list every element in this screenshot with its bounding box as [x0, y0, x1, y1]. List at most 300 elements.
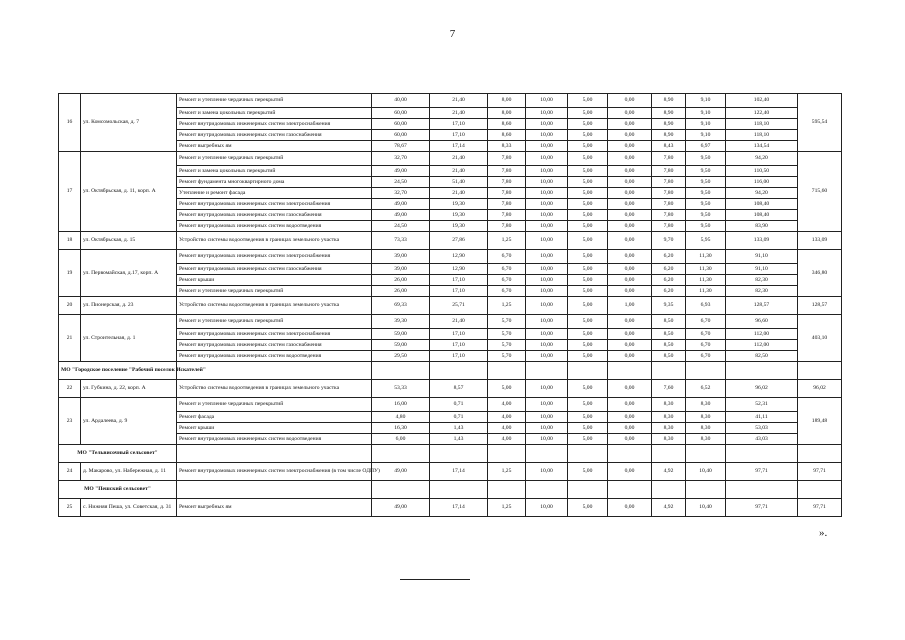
work-type-cell: Ремонт выгребных ям	[177, 499, 372, 517]
value-cell: 91,10	[726, 250, 798, 264]
empty-cell	[652, 481, 686, 499]
house-total-cell: 595,54	[798, 94, 842, 152]
work-type-cell: Ремонт и утепление чердачных перекрытий	[177, 315, 372, 329]
address-cell: д. Макарово, ул. Набережная, д. 11	[81, 463, 177, 481]
value-cell: 0,00	[608, 398, 652, 412]
work-type-cell: Ремонт внутридомовых инженерных систем электроснабжения	[177, 329, 372, 340]
row-number: 24	[59, 463, 81, 481]
value-cell: 52,31	[726, 398, 798, 412]
value-cell: 0,00	[608, 250, 652, 264]
value-cell: 0,00	[608, 423, 652, 434]
value-cell: 6,70	[686, 315, 726, 329]
value-cell: 10,00	[526, 398, 568, 412]
table-row	[59, 275, 842, 286]
value-cell: 5,95	[686, 232, 726, 250]
value-cell: 6,70	[686, 351, 726, 362]
value-cell: 91,10	[726, 264, 798, 275]
house-total-cell: 403,10	[798, 315, 842, 362]
value-cell: 10,00	[526, 250, 568, 264]
table-row	[59, 412, 842, 423]
row-number: 16	[59, 94, 81, 152]
value-cell: 5,70	[488, 340, 526, 351]
table-row	[59, 119, 842, 130]
value-cell: 0,71	[430, 412, 488, 423]
value-cell: 10,00	[526, 329, 568, 340]
value-cell: 5,00	[568, 351, 608, 362]
value-cell: 19,30	[430, 210, 488, 221]
value-cell: 0,00	[608, 315, 652, 329]
empty-cell	[488, 445, 526, 463]
value-cell: 32,70	[372, 188, 430, 199]
value-cell: 21,40	[430, 94, 488, 108]
value-cell: 0,71	[430, 398, 488, 412]
value-cell: 6,97	[686, 141, 726, 152]
value-cell: 78,67	[372, 141, 430, 152]
value-cell: 0,00	[608, 340, 652, 351]
value-cell: 6,70	[488, 264, 526, 275]
value-cell: 59,00	[372, 340, 430, 351]
value-cell: 9,50	[686, 199, 726, 210]
value-cell: 7,80	[488, 177, 526, 188]
value-cell: 10,00	[526, 286, 568, 297]
value-cell: 39,30	[372, 315, 430, 329]
value-cell: 8,33	[488, 141, 526, 152]
empty-cell	[726, 481, 798, 499]
value-cell: 10,00	[526, 351, 568, 362]
value-cell: 9,50	[686, 188, 726, 199]
value-cell: 69,33	[372, 297, 430, 315]
empty-cell	[430, 481, 488, 499]
value-cell: 5,00	[568, 188, 608, 199]
value-cell: 112,00	[726, 340, 798, 351]
value-cell: 83,90	[726, 221, 798, 232]
value-cell: 5,00	[568, 297, 608, 315]
value-cell: 6,70	[686, 329, 726, 340]
value-cell: 26,00	[372, 275, 430, 286]
value-cell: 0,00	[608, 199, 652, 210]
address-cell: с. Нижняя Пеша, ул. Советская, д. 31	[81, 499, 177, 517]
table-row	[59, 297, 842, 315]
value-cell: 6,70	[488, 286, 526, 297]
value-cell: 8,60	[488, 130, 526, 141]
value-cell: 5,00	[568, 232, 608, 250]
value-cell: 32,70	[372, 152, 430, 166]
value-cell: 6,52	[686, 380, 726, 398]
value-cell: 9,10	[686, 130, 726, 141]
value-cell: 10,00	[526, 380, 568, 398]
value-cell: 5,00	[568, 250, 608, 264]
value-cell: 10,00	[526, 141, 568, 152]
table-row	[59, 351, 842, 362]
table-row	[59, 108, 842, 119]
value-cell: 0,00	[608, 264, 652, 275]
page-number: 7	[449, 28, 456, 40]
table-row	[59, 340, 842, 351]
works-table	[58, 93, 842, 517]
value-cell: 1,25	[488, 232, 526, 250]
house-total-cell: 96,02	[798, 380, 842, 398]
value-cell: 97,71	[726, 499, 798, 517]
value-cell: 5,00	[568, 108, 608, 119]
value-cell: 8,50	[652, 340, 686, 351]
value-cell: 17,10	[430, 340, 488, 351]
value-cell: 10,00	[526, 463, 568, 481]
value-cell: 10,00	[526, 275, 568, 286]
value-cell: 1,25	[488, 499, 526, 517]
value-cell: 4,92	[652, 499, 686, 517]
value-cell: 21,40	[430, 166, 488, 177]
value-cell: 19,30	[430, 199, 488, 210]
value-cell: 40,00	[372, 94, 430, 108]
value-cell: 5,00	[568, 380, 608, 398]
value-cell: 8,43	[652, 141, 686, 152]
value-cell: 12,90	[430, 250, 488, 264]
value-cell: 82,50	[726, 351, 798, 362]
value-cell: 4,00	[488, 398, 526, 412]
value-cell: 10,00	[526, 177, 568, 188]
group-label: МО "Тельвисочный сельсовет"	[59, 445, 177, 463]
closing-quote: ».	[819, 527, 828, 539]
value-cell: 43,03	[726, 434, 798, 445]
group-row	[59, 445, 842, 463]
value-cell: 17,10	[430, 275, 488, 286]
value-cell: 60,00	[372, 130, 430, 141]
value-cell: 5,00	[568, 398, 608, 412]
group-label: МО "Городское поселение "Рабочий поселок Искателей"	[59, 362, 177, 380]
value-cell: 29,50	[372, 351, 430, 362]
value-cell: 10,00	[526, 264, 568, 275]
empty-cell	[526, 445, 568, 463]
empty-cell	[726, 362, 798, 380]
address-cell: ул. Октябрьская, д. 11, корп. А	[81, 152, 177, 232]
work-type-cell: Устройство системы водоотведения в границах земельного участка	[177, 232, 372, 250]
value-cell: 5,00	[568, 463, 608, 481]
value-cell: 0,00	[608, 351, 652, 362]
work-type-cell: Ремонт крыши	[177, 423, 372, 434]
value-cell: 0,00	[608, 130, 652, 141]
value-cell: 17,10	[430, 119, 488, 130]
address-cell: ул. Комсомольская, д. 7	[81, 94, 177, 152]
value-cell: 8,50	[652, 315, 686, 329]
value-cell: 0,00	[608, 463, 652, 481]
value-cell: 133,09	[726, 232, 798, 250]
value-cell: 5,00	[568, 152, 608, 166]
value-cell: 10,00	[526, 119, 568, 130]
table-row	[59, 264, 842, 275]
table-row	[59, 286, 842, 297]
table-row	[59, 210, 842, 221]
empty-cell	[608, 481, 652, 499]
work-type-cell: Ремонт выгребных ям	[177, 141, 372, 152]
value-cell: 5,70	[488, 351, 526, 362]
value-cell: 39,00	[372, 264, 430, 275]
house-total-cell: 133,09	[798, 232, 842, 250]
house-total-cell: 715,60	[798, 152, 842, 232]
value-cell: 49,00	[372, 199, 430, 210]
value-cell: 10,00	[526, 423, 568, 434]
empty-cell	[726, 445, 798, 463]
value-cell: 0,00	[608, 380, 652, 398]
empty-cell	[372, 362, 430, 380]
value-cell: 53,03	[726, 423, 798, 434]
value-cell: 59,00	[372, 329, 430, 340]
value-cell: 39,00	[372, 250, 430, 264]
value-cell: 17,10	[430, 351, 488, 362]
value-cell: 5,00	[568, 499, 608, 517]
work-type-cell: Ремонт внутридомовых инженерных систем водоотведения	[177, 351, 372, 362]
value-cell: 8,90	[652, 94, 686, 108]
value-cell: 5,00	[568, 275, 608, 286]
work-type-cell: Ремонт и утепление чердачных перекрытий	[177, 286, 372, 297]
value-cell: 17,10	[430, 286, 488, 297]
empty-cell	[686, 481, 726, 499]
value-cell: 4,00	[488, 434, 526, 445]
value-cell: 49,00	[372, 499, 430, 517]
work-type-cell: Ремонт фундамента многоквартирного дома	[177, 177, 372, 188]
value-cell: 8,30	[652, 423, 686, 434]
value-cell: 7,80	[488, 166, 526, 177]
row-number: 17	[59, 152, 81, 232]
empty-cell	[686, 445, 726, 463]
value-cell: 97,71	[726, 463, 798, 481]
work-type-cell: Ремонт внутридомовых инженерных систем газоснабжения	[177, 130, 372, 141]
value-cell: 94,20	[726, 152, 798, 166]
table-row	[59, 463, 842, 481]
value-cell: 26,00	[372, 286, 430, 297]
value-cell: 5,00	[568, 119, 608, 130]
value-cell: 8,30	[686, 412, 726, 423]
value-cell: 10,00	[526, 315, 568, 329]
house-total-cell: 128,57	[798, 297, 842, 315]
value-cell: 4,00	[488, 412, 526, 423]
row-number: 19	[59, 250, 81, 297]
value-cell: 82,30	[726, 275, 798, 286]
value-cell: 0,00	[608, 108, 652, 119]
empty-cell	[177, 445, 372, 463]
value-cell: 4,92	[652, 463, 686, 481]
empty-cell	[568, 481, 608, 499]
value-cell: 8,00	[488, 94, 526, 108]
value-cell: 0,00	[608, 119, 652, 130]
work-type-cell: Ремонт внутридомовых инженерных систем водоотведения	[177, 434, 372, 445]
value-cell: 8,30	[686, 398, 726, 412]
work-type-cell: Ремонт и утепление чердачных перекрытий	[177, 152, 372, 166]
value-cell: 9,50	[686, 166, 726, 177]
work-type-cell: Ремонт фасада	[177, 412, 372, 423]
value-cell: 6,70	[488, 250, 526, 264]
value-cell: 5,70	[488, 315, 526, 329]
table-row	[59, 199, 842, 210]
value-cell: 9,10	[686, 119, 726, 130]
value-cell: 10,00	[526, 152, 568, 166]
row-number: 23	[59, 398, 81, 445]
work-type-cell: Утепление и ремонт фасада	[177, 188, 372, 199]
row-number: 18	[59, 232, 81, 250]
value-cell: 82,30	[726, 286, 798, 297]
table-row	[59, 499, 842, 517]
empty-cell	[798, 481, 842, 499]
value-cell: 8,00	[488, 108, 526, 119]
value-cell: 9,35	[652, 297, 686, 315]
empty-cell	[798, 362, 842, 380]
value-cell: 17,14	[430, 463, 488, 481]
value-cell: 7,80	[488, 152, 526, 166]
empty-cell	[568, 445, 608, 463]
table-row	[59, 177, 842, 188]
value-cell: 8,90	[652, 119, 686, 130]
table-row	[59, 398, 842, 412]
empty-cell	[488, 481, 526, 499]
value-cell: 17,10	[430, 130, 488, 141]
value-cell: 11,30	[686, 275, 726, 286]
value-cell: 5,00	[568, 434, 608, 445]
value-cell: 21,40	[430, 108, 488, 119]
group-row	[59, 362, 842, 380]
value-cell: 24,50	[372, 177, 430, 188]
value-cell: 8,30	[652, 434, 686, 445]
value-cell: 10,40	[686, 499, 726, 517]
value-cell: 73,33	[372, 232, 430, 250]
value-cell: 5,00	[568, 264, 608, 275]
work-type-cell: Ремонт внутридомовых инженерных систем водоотведения	[177, 221, 372, 232]
value-cell: 0,00	[608, 152, 652, 166]
work-type-cell: Ремонт внутридомовых инженерных систем газоснабжения	[177, 340, 372, 351]
value-cell: 17,10	[430, 329, 488, 340]
empty-cell	[652, 362, 686, 380]
value-cell: 94,20	[726, 188, 798, 199]
value-cell: 11,30	[686, 264, 726, 275]
work-type-cell: Ремонт внутридомовых инженерных систем электроснабжения	[177, 250, 372, 264]
value-cell: 53,33	[372, 380, 430, 398]
value-cell: 25,71	[430, 297, 488, 315]
footnote-separator	[400, 579, 470, 580]
value-cell: 112,00	[726, 329, 798, 340]
table-row	[59, 434, 842, 445]
empty-cell	[177, 481, 372, 499]
empty-cell	[488, 362, 526, 380]
value-cell: 0,00	[608, 188, 652, 199]
work-type-cell: Устройство системы водоотведения в границах земельного участка	[177, 380, 372, 398]
value-cell: 1,43	[430, 423, 488, 434]
value-cell: 10,00	[526, 232, 568, 250]
value-cell: 5,70	[488, 329, 526, 340]
work-type-cell: Ремонт внутридомовых инженерных систем газоснабжения	[177, 264, 372, 275]
empty-cell	[430, 445, 488, 463]
group-label: МО "Пешский сельсовет"	[59, 481, 177, 499]
value-cell: 102,40	[726, 94, 798, 108]
table-row	[59, 250, 842, 264]
value-cell: 1,43	[430, 434, 488, 445]
value-cell: 7,80	[652, 221, 686, 232]
value-cell: 5,00	[568, 412, 608, 423]
empty-cell	[798, 445, 842, 463]
value-cell: 7,80	[652, 177, 686, 188]
table-row	[59, 232, 842, 250]
value-cell: 0,00	[608, 166, 652, 177]
value-cell: 5,00	[568, 210, 608, 221]
address-cell: ул. Первомайская, д.17, корп. А	[81, 250, 177, 297]
address-cell: ул. Строительная, д. 1	[81, 315, 177, 362]
value-cell: 7,80	[488, 210, 526, 221]
empty-cell	[652, 445, 686, 463]
value-cell: 5,00	[568, 166, 608, 177]
empty-cell	[608, 445, 652, 463]
value-cell: 134,54	[726, 141, 798, 152]
value-cell: 6,20	[652, 250, 686, 264]
value-cell: 0,00	[608, 94, 652, 108]
value-cell: 17,14	[430, 499, 488, 517]
value-cell: 0,00	[608, 177, 652, 188]
empty-cell	[526, 481, 568, 499]
value-cell: 8,90	[652, 130, 686, 141]
value-cell: 110,50	[726, 166, 798, 177]
value-cell: 21,40	[430, 188, 488, 199]
value-cell: 0,00	[608, 141, 652, 152]
work-type-cell: Ремонт и замена цокольных перекрытий	[177, 166, 372, 177]
work-type-cell: Ремонт и утепление чердачных перекрытий	[177, 398, 372, 412]
value-cell: 4,80	[372, 412, 430, 423]
value-cell: 7,80	[652, 166, 686, 177]
work-type-cell: Ремонт внутридомовых инженерных систем электроснабжения	[177, 119, 372, 130]
value-cell: 118,10	[726, 119, 798, 130]
empty-cell	[686, 362, 726, 380]
value-cell: 10,00	[526, 221, 568, 232]
value-cell: 7,80	[488, 221, 526, 232]
value-cell: 0,00	[608, 412, 652, 423]
table-row	[59, 130, 842, 141]
value-cell: 10,00	[526, 108, 568, 119]
row-number: 21	[59, 315, 81, 362]
value-cell: 128,57	[726, 297, 798, 315]
value-cell: 6,20	[652, 275, 686, 286]
table-row	[59, 380, 842, 398]
work-type-cell: Ремонт крыши	[177, 275, 372, 286]
value-cell: 10,00	[526, 188, 568, 199]
value-cell: 8,30	[686, 434, 726, 445]
address-cell: ул. Пионерская, д. 23	[81, 297, 177, 315]
address-cell: ул. Октябрьская, д. 15	[81, 232, 177, 250]
value-cell: 116,00	[726, 177, 798, 188]
value-cell: 1,25	[488, 297, 526, 315]
value-cell: 7,80	[652, 188, 686, 199]
value-cell: 1,25	[488, 463, 526, 481]
value-cell: 5,00	[568, 94, 608, 108]
value-cell: 5,00	[568, 286, 608, 297]
value-cell: 7,80	[652, 210, 686, 221]
house-total-cell: 97,71	[798, 463, 842, 481]
row-number: 25	[59, 499, 81, 517]
value-cell: 10,00	[526, 210, 568, 221]
value-cell: 0,00	[608, 329, 652, 340]
value-cell: 16,00	[372, 398, 430, 412]
address-cell: ул. Ардалеева, д. 9	[81, 398, 177, 445]
value-cell: 7,60	[652, 380, 686, 398]
value-cell: 10,00	[526, 340, 568, 351]
value-cell: 6,20	[652, 264, 686, 275]
value-cell: 6,93	[686, 297, 726, 315]
value-cell: 60,00	[372, 119, 430, 130]
value-cell: 16,30	[372, 423, 430, 434]
table-row	[59, 221, 842, 232]
house-total-cell: 346,80	[798, 250, 842, 297]
value-cell: 108,40	[726, 199, 798, 210]
value-cell: 8,50	[652, 351, 686, 362]
empty-cell	[568, 362, 608, 380]
value-cell: 10,00	[526, 94, 568, 108]
value-cell: 6,20	[652, 286, 686, 297]
value-cell: 96,60	[726, 315, 798, 329]
empty-cell	[526, 362, 568, 380]
